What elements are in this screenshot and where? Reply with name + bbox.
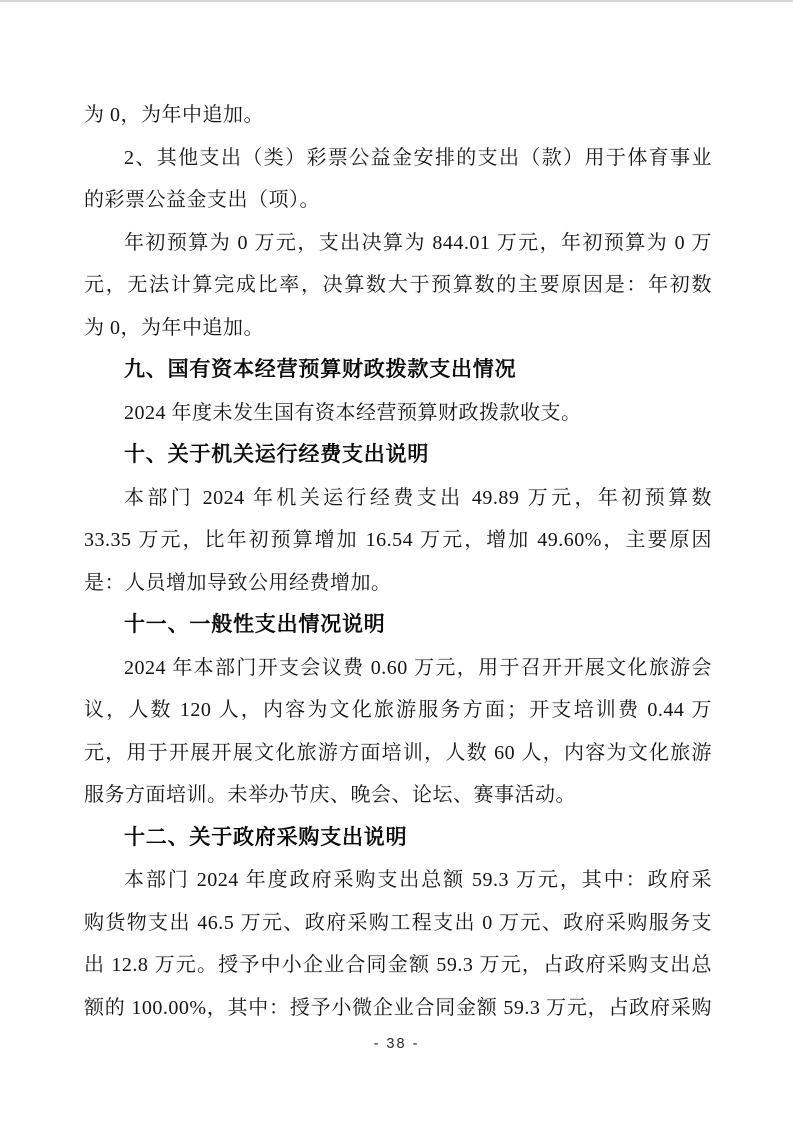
section-heading: 十、关于机关运行经费支出说明 (124, 443, 430, 466)
document-page (0, 2, 793, 1124)
text-line: 购货物支出 46.5 万元、政府采购工程支出 0 万元、政府采购服务支 (84, 911, 712, 934)
section-heading: 十二、关于政府采购支出说明 (124, 825, 408, 849)
text-line: 2024 年度未发生国有资本经营预算财政拨款收支。 (124, 401, 582, 424)
text-line: 议，人数 120 人，内容为文化旅游服务方面；开支培训费 0.44 万 (84, 699, 712, 721)
document-text-block (84, 94, 712, 1029)
text-line: 33.35 万元，比年初预算增加 16.54 万元，增加 49.60%，主要原因 (84, 529, 712, 551)
text-line: 额的 100.00%，其中：授予小微企业合同金额 59.3 万元，占政府采购 (84, 996, 712, 1019)
text-line: 年初预算为 0 万元，支出决算为 844.01 万元，年初预算为 0 万 (124, 231, 712, 254)
section-heading: 十一、一般性支出情况说明 (124, 613, 386, 636)
text-line: 本部门 2024 年机关运行经费支出 49.89 万元，年初预算数 (124, 486, 712, 509)
text-line: 2、其他支出（类）彩票公益金安排的支出（款）用于体育事业 (124, 146, 712, 169)
section-heading: 九、国有资本经营预算财政拨款支出情况 (124, 358, 517, 381)
text-line: 的彩票公益金支出（项）。 (84, 189, 320, 211)
text-line: 出 12.8 万元。授予中小企业合同金额 59.3 万元，占政府采购支出总 (84, 954, 712, 976)
text-line: 元，用于开展开展文化旅游方面培训，人数 60 人，内容为文化旅游 (84, 741, 712, 764)
page-number: - 38 - (373, 1036, 420, 1052)
text-line: 本部门 2024 年度政府采购支出总额 59.3 万元，其中：政府采 (124, 869, 712, 891)
text-line: 2024 年本部门开支会议费 0.60 万元，用于召开开展文化旅游会 (124, 656, 712, 679)
text-line: 是：人员增加导致公用经费增加。 (84, 571, 392, 594)
text-line: 为 0，为年中追加。 (84, 316, 264, 339)
text-line: 服务方面培训。未举办节庆、晚会、论坛、赛事活动。 (84, 784, 576, 806)
text-line: 为 0，为年中追加。 (84, 104, 264, 126)
text-line: 元，无法计算完成比率，决算数大于预算数的主要原因是：年初数 (84, 274, 712, 296)
